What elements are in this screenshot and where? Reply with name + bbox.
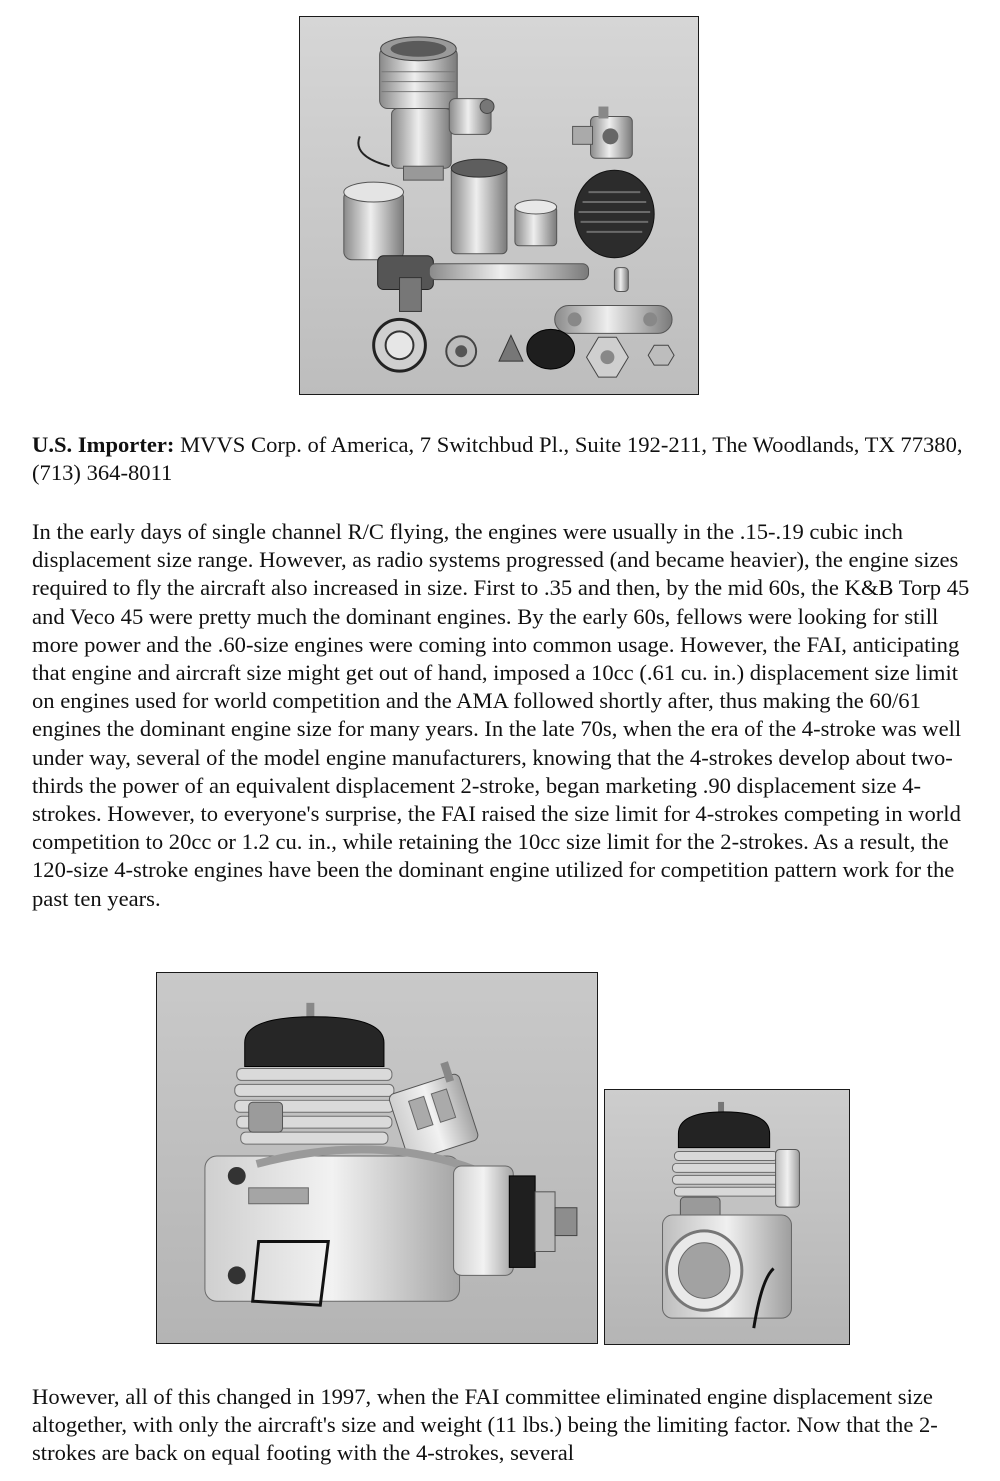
body-paragraph-1: In the early days of single channel R/C flying, the engines were usually in the .15-.19 cubic inch displacement size range. However, as radio systems progressed (and became heavier), the engine sizes required to fly the aircraft also increased in size. First to .35 and then, by the mid 60s, the K&B Torp 45 and Veco 45 were pretty much the dominant engines. By the early 60s, fellows were looking for still more power and the .60-size engines were coming into common usage. However, the FAI, anticipating that engine and aircraft size might get out of hand, imposed a 10cc (.61 cu. in.) displacement size limit on engines used for world competition and the AMA followed shortly after, thus making the 60/61 engines the dominant engine size for many years. In the late 70s, when the era of the 4-stroke was well under way, several of the model engine manufacturers, knowing that the 4-strokes develop about two-thirds the power of an equivalent displacement 2-stroke, began marketing .90 displacement size 4-strokes. However, to everyone's surprise, the FAI raised the size limit for 4-strokes competing in world competition to 20cc or 1.2 cu. in., while retaining the 10cc size limit for the 2-strokes. As a result, the 120-size 4-stroke engines have been the dominant engine utilized for competition pattern work for the past ten years. — [32, 519, 970, 911]
importer-label: U.S. Importer: — [32, 432, 175, 457]
importer-text: MVVS Corp. of America, 7 Switchbud Pl., Suite 192-211, The Woodlands, TX 77380, (713) 364-8011 — [32, 432, 963, 486]
engine-parts-photo — [299, 16, 699, 395]
engine-side-photo — [156, 972, 598, 1344]
engine-front-photo — [604, 1089, 850, 1345]
importer-info — [32, 431, 976, 487]
body-paragraph-2: However, all of this changed in 1997, when the FAI committee eliminated engine displacement size altogether, with only the aircraft's size and weight (11 lbs.) being the limiting factor. Now that the 2-strokes are back on equal footing with the 4-strokes, several — [32, 1384, 938, 1466]
